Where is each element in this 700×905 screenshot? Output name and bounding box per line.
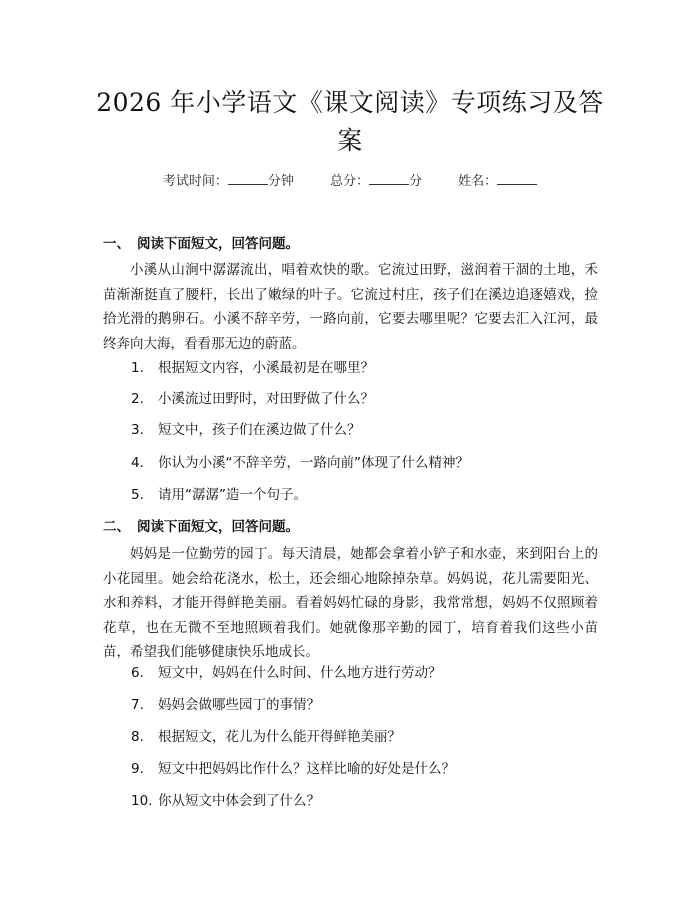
- question-item: [131, 757, 455, 777]
- question-text: 你从短文中体会到了什么？: [158, 793, 320, 809]
- exam-time-unit: 分钟: [267, 174, 294, 189]
- name-field: [458, 174, 537, 189]
- exam-time-blank: [228, 173, 268, 185]
- section-heading-text: 阅读下面短文，回答问题。: [137, 519, 299, 535]
- exam-info-line: [0, 170, 700, 189]
- section-heading-text: 阅读下面短文，回答问题。: [137, 236, 299, 252]
- question-text: 小溪流过田野时，对田野做了什么？: [158, 391, 374, 407]
- question-item: [131, 725, 401, 745]
- reading-passage: 妈妈是一位勤劳的园丁。每天清晨，她都会拿着小铲子和水壶，来到阳台上的小花园里。她会给花浇水，松土，还会细心地除掉杂草。妈妈说，花儿需要阳光、水和养料，才能开得鲜艳美丽。看着妈妈忙碌的身影，我常常想，妈妈不仅照顾着花草，也在无微不至地照顾着我们。她就像那辛勤的园丁，培育着我们这些小苗苗，希望我们能够健康快乐地成长。: [103, 546, 598, 660]
- question-item: [131, 387, 374, 407]
- question-number: 10.: [131, 793, 153, 809]
- question-number: 2.: [131, 391, 144, 407]
- question-number: 9.: [131, 761, 144, 777]
- total-score-label: 总分：: [329, 174, 369, 189]
- question-text: 根据短文，花儿为什么能开得鲜艳美丽？: [158, 729, 401, 745]
- question-item: [131, 789, 320, 809]
- section-number: 二、: [103, 519, 130, 535]
- question-item: [131, 693, 320, 713]
- question-number: 4.: [131, 455, 144, 471]
- section-number: 一、: [103, 236, 130, 252]
- section-heading: [103, 232, 299, 252]
- question-text: 你认为小溪“不辞辛劳，一路向前”体现了什么精神？: [158, 455, 469, 471]
- total-score-unit: 分: [409, 174, 423, 189]
- total-score-field: [330, 174, 422, 189]
- exam-time-field: [163, 174, 294, 189]
- question-text: 短文中，孩子们在溪边做了什么？: [158, 422, 361, 438]
- question-text: 请用“潺潺”造一个句子。: [158, 487, 307, 503]
- question-text: 短文中，妈妈在什么时间、什么地方进行劳动？: [158, 665, 442, 681]
- name-label: 姓名：: [458, 174, 498, 189]
- question-number: 6.: [131, 665, 144, 681]
- question-item: [131, 356, 374, 376]
- page-title: 2026 年小学语文《课文阅读》专项练习及答案: [96, 88, 604, 155]
- question-number: 7.: [131, 697, 144, 713]
- name-blank: [497, 173, 537, 185]
- question-text: 根据短文内容，小溪最初是在哪里？: [158, 360, 374, 376]
- total-score-blank: [369, 173, 409, 185]
- question-item: [131, 483, 307, 503]
- reading-passage: 小溪从山涧中潺潺流出，唱着欢快的歌。它流过田野，滋润着干涸的土地，禾苗渐渐挺直了腰杆，长出了嫩绿的叶子。它流过村庄，孩子们在溪边追逐嬉戏，捡拾光滑的鹅卵石。小溪不辞辛劳，一路向前，它要去哪里呢？它要去汇入江河，最终奔向大海，看看那无边的蔚蓝。: [103, 262, 598, 352]
- question-item: [131, 451, 469, 471]
- question-number: 3.: [131, 422, 144, 438]
- question-text: 妈妈会做哪些园丁的事情？: [158, 697, 320, 713]
- question-number: 5.: [131, 487, 144, 503]
- question-number: 8.: [131, 729, 144, 745]
- exam-time-label: 考试时间：: [162, 174, 228, 189]
- question-text: 短文中把妈妈比作什么？这样比喻的好处是什么？: [158, 761, 455, 777]
- question-item: [131, 418, 361, 438]
- question-number: 1.: [131, 360, 144, 376]
- question-item: [131, 661, 442, 681]
- section-heading: [103, 515, 299, 535]
